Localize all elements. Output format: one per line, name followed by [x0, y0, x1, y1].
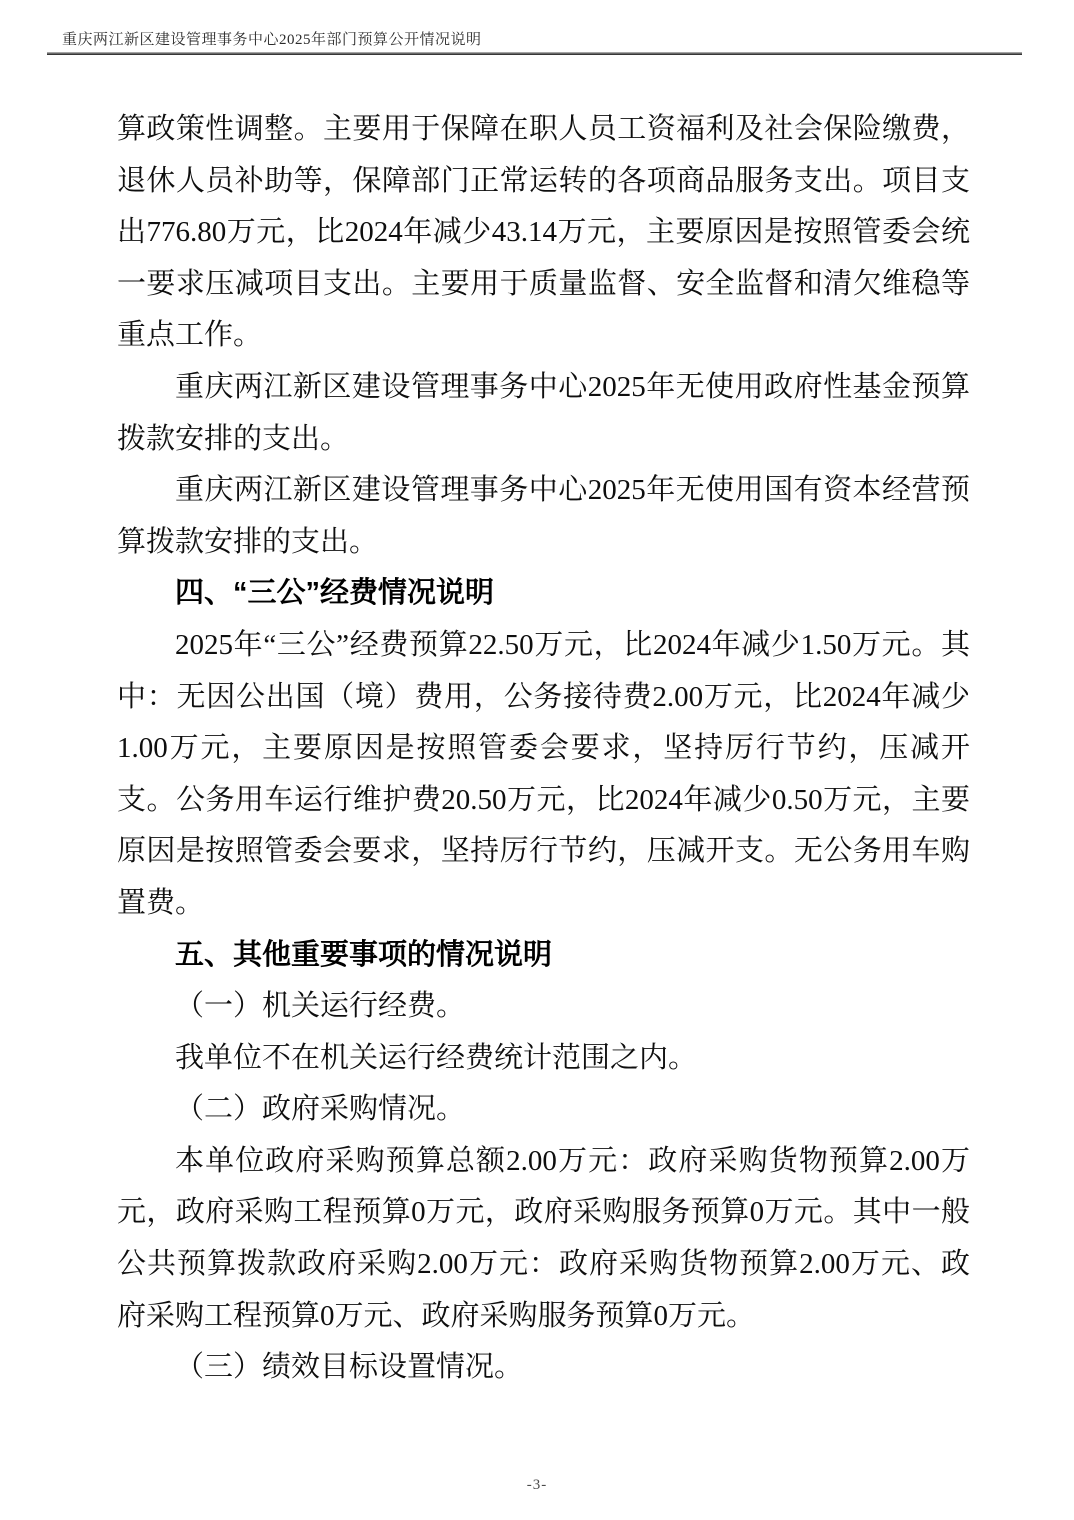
header-title: 重庆两江新区建设管理事务中心2025年部门预算公开情况说明	[62, 32, 482, 48]
paragraph-budget-adjustment-continuation: 算政策性调整。主要用于保障在职人员工资福利及社会保险缴费，退休人员补助等，保障部门正常运转的各项商品服务支出。项目支出776.80万元，比2024年减少43.14万元，主要原因是按照管委会统一要求压减项目支出。主要用于质量监督、安全监督和清欠维稳等重点工作。	[117, 113, 970, 352]
paragraph-no-state-capital-budget: 重庆两江新区建设管理事务中心2025年无使用国有资本经营预算拨款安排的支出。	[117, 474, 970, 558]
document-body	[117, 104, 970, 1394]
header-rule	[47, 52, 1022, 55]
section-heading-four-sangong-expenses: 四、“三公”经费情况说明	[175, 577, 495, 610]
page-footer	[0, 1476, 1074, 1494]
paragraph-not-in-operating-funds-scope: 我单位不在机关运行经费统计范围之内。	[175, 1041, 698, 1074]
paragraph-sangong-expenses-detail: 2025年“三公”经费预算22.50万元，比2024年减少1.50万元。其中：无因公出国（境）费用，公务接待费2.00万元，比2024年减少1.00万元，主要原因是按照管委会要求，坚持厉行节约，压减开支。公务用车运行维护费20.50万元，比2024年减少0.50万元，主要原因是按照管委会要求，坚持厉行节约，压减开支。无公务用车购置费。	[117, 628, 970, 919]
page-header	[0, 0, 1074, 60]
sub-heading-one-agency-operating-funds: （一）机关运行经费。	[175, 990, 466, 1023]
sub-heading-three-performance-targets: （三）绩效目标设置情况。	[175, 1351, 524, 1384]
page-number: -3-	[526, 1477, 548, 1493]
sub-heading-two-government-procurement: （二）政府采购情况。	[175, 1093, 466, 1126]
paragraph-no-government-fund-budget: 重庆两江新区建设管理事务中心2025年无使用政府性基金预算拨款安排的支出。	[117, 370, 970, 455]
section-heading-five-other-important-items: 五、其他重要事项的情况说明	[175, 938, 553, 971]
paragraph-government-procurement-detail: 本单位政府采购预算总额2.00万元：政府采购货物预算2.00万元，政府采购工程预算0万元，政府采购服务预算0万元。其中一般公共预算拨款政府采购2.00万元：政府采购货物预算2.00万元、政府采购工程预算0万元、政府采购服务预算0万元。	[117, 1144, 970, 1332]
